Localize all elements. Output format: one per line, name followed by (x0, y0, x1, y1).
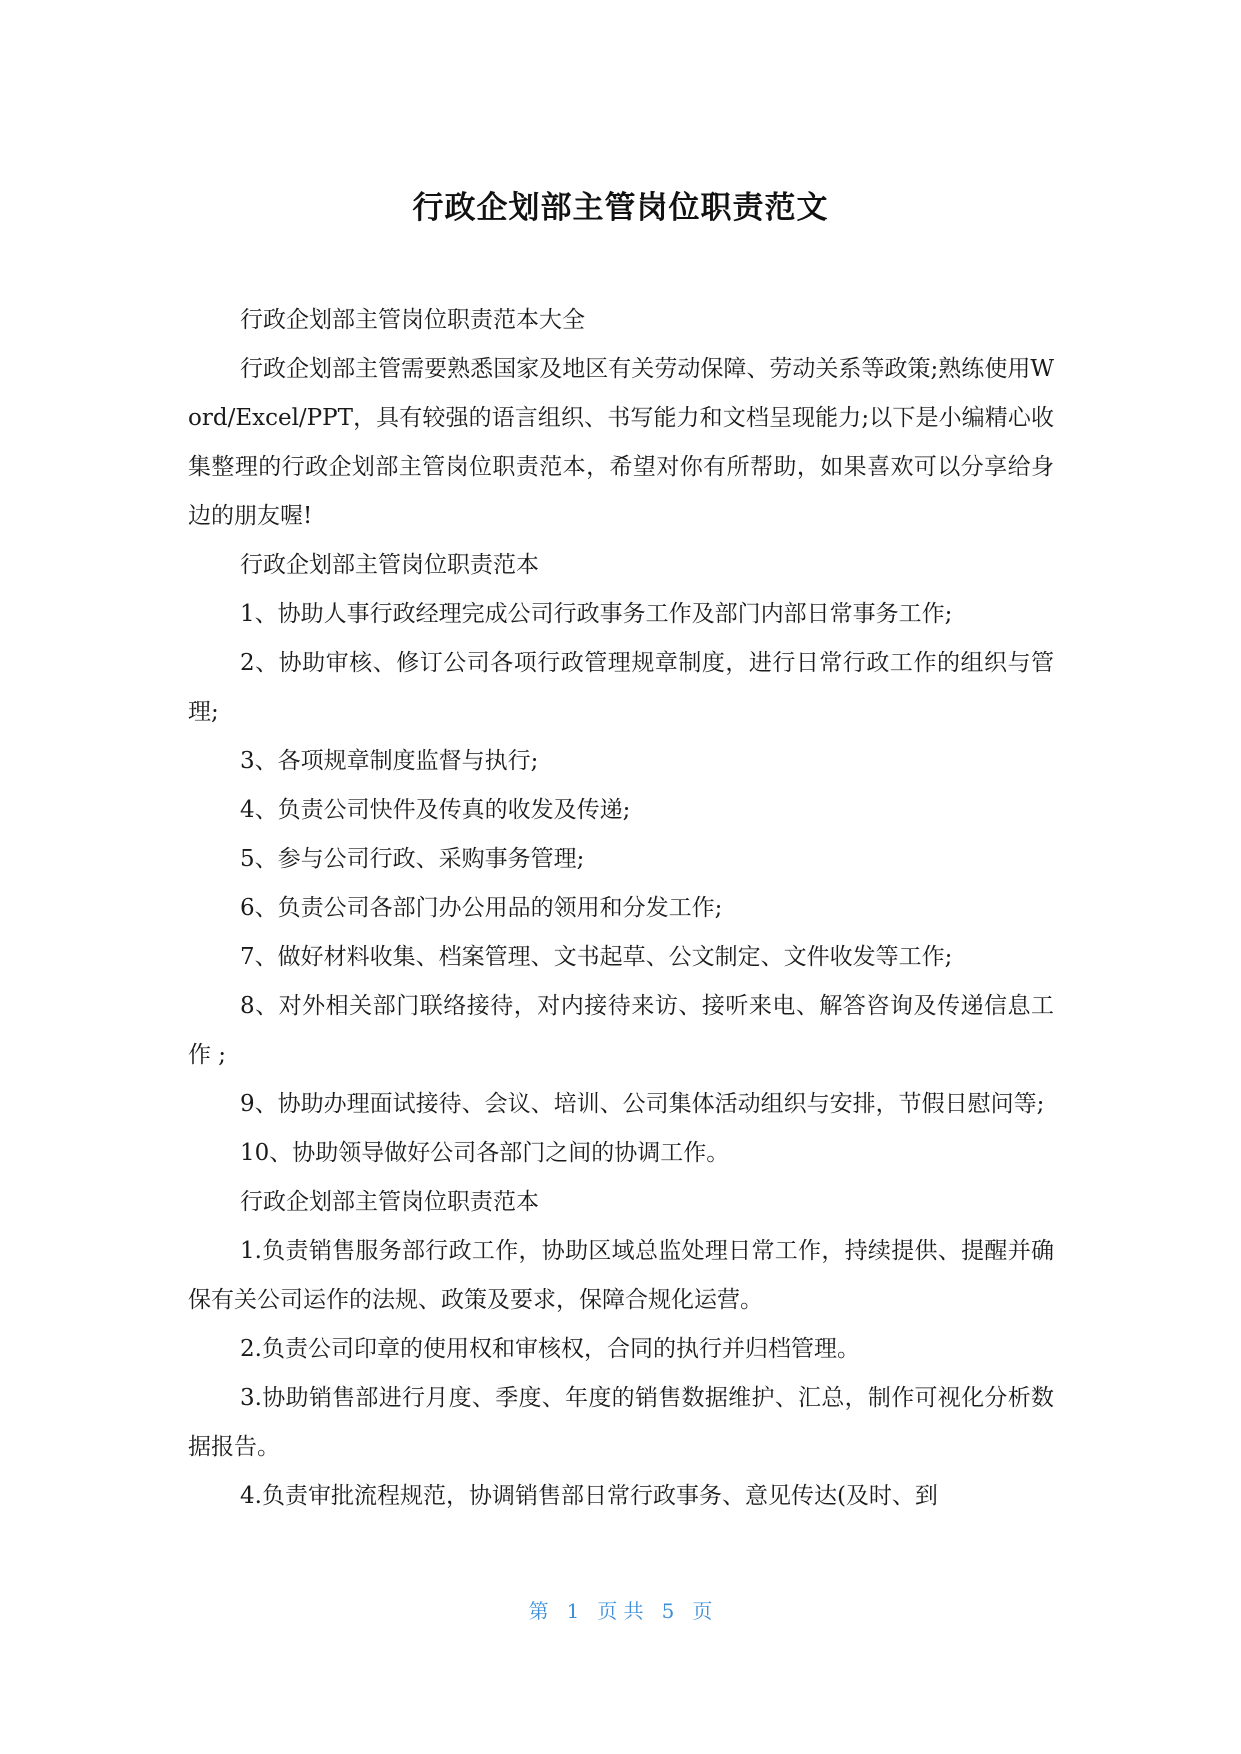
page-middle-text: 页 共 (597, 1599, 644, 1623)
paragraph: 行政企划部主管需要熟悉国家及地区有关劳动保障、劳动关系等政策;熟练使用Word/Excel/PPT，具有较强的语言组织、书写能力和文档呈现能力;以下是小编精心收集整理的行政企划部主管岗位职责范本，希望对你有所帮助，如果喜欢可以分享给身边的朋友喔! (188, 356, 1054, 529)
list-item: 1.负责销售服务部行政工作，协助区域总监处理日常工作，持续提供、提醒并确保有关公司运作的法规、政策及要求，保障合规化运营。 (188, 1238, 1054, 1313)
list-item: 9、协助办理面试接待、会议、培训、公司集体活动组织与安排，节假日慰问等; (240, 1091, 1045, 1117)
page-suffix: 页 (692, 1599, 713, 1623)
list-item: 3、各项规章制度监督与执行; (240, 748, 539, 774)
document-title: 行政企划部主管岗位职责范文 (412, 190, 829, 226)
list-item: 1、协助人事行政经理完成公司行政事务工作及部门内部日常事务工作; (240, 601, 953, 627)
list-item: 2.负责公司印章的使用权和审核权，合同的执行并归档管理。 (240, 1336, 860, 1362)
document-body (188, 296, 1054, 1521)
list-item: 8、对外相关部门联络接待，对内接待来访、接听来电、解答咨询及传递信息工作 ; (188, 993, 1054, 1068)
page-footer (0, 1596, 1241, 1626)
current-page-number: 1 (566, 1599, 580, 1623)
list-item: 2、协助审核、修订公司各项行政管理规章制度，进行日常行政工作的组织与管理; (188, 650, 1054, 725)
total-pages-number: 5 (661, 1599, 675, 1623)
list-item: 3.协助销售部进行月度、季度、年度的销售数据维护、汇总，制作可视化分析数据报告。 (188, 1385, 1054, 1460)
list-item: 5、参与公司行政、采购事务管理; (240, 846, 585, 872)
list-item: 4.负责审批流程规范，协调销售部日常行政事务、意见传达(及时、到 (240, 1483, 938, 1509)
paragraph: 行政企划部主管岗位职责范本大全 (240, 307, 585, 333)
list-item: 4、负责公司快件及传真的收发及传递; (240, 797, 631, 823)
page-prefix: 第 (528, 1599, 549, 1623)
section-heading: 行政企划部主管岗位职责范本 (240, 552, 539, 578)
list-item: 6、负责公司各部门办公用品的领用和分发工作; (240, 895, 723, 921)
list-item: 10、协助领导做好公司各部门之间的协调工作。 (240, 1140, 730, 1166)
list-item: 7、做好材料收集、档案管理、文书起草、公文制定、文件收发等工作; (240, 944, 953, 970)
section-heading: 行政企划部主管岗位职责范本 (240, 1189, 539, 1215)
